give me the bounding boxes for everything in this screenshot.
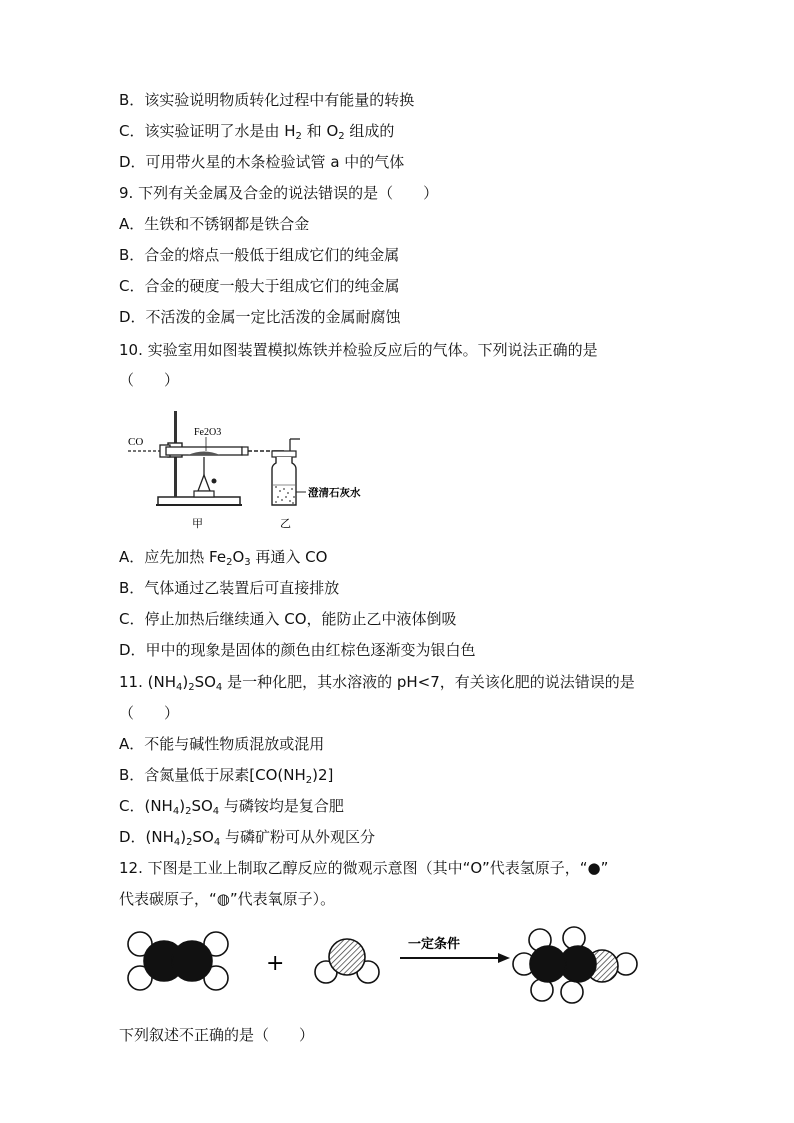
q11-stem: 11. $(NH_4)_2SO_4$ 是一种化肥，其水溶液的 pH<7，有关该化肥的说法错误的是	[119, 673, 635, 693]
co-inlet-label: CO	[128, 436, 144, 448]
q11-option-a: A．不能与碱性物质混放或混用	[119, 735, 325, 753]
q10-option-a: A．应先加热 $Fe_2O_3$ 再通入 CO	[119, 548, 328, 568]
water-molecule	[315, 939, 379, 983]
apparatus-yi-label: 乙	[280, 517, 291, 530]
oxygen-atom	[329, 939, 365, 975]
carbon-atom	[172, 941, 212, 981]
q9-option-c: C．合金的硬度一般大于组成它们的纯金属	[119, 277, 400, 295]
apparatus-jia-label: 甲	[192, 517, 203, 530]
wash-bottle	[272, 457, 296, 505]
plus-sign: +	[266, 951, 285, 976]
q10-paren: （ ）	[119, 371, 180, 389]
q11-paren: （ ）	[119, 704, 180, 722]
q11-option-c: C．$(NH_4)_2SO_4$ 与磷铵均是复合肥	[119, 797, 344, 817]
q8-option-c: C．该实验证明了水是由 $H_2$ 和 $O_2$ 组成的	[119, 122, 395, 142]
q10-option-d: D．甲中的现象是固体的颜色由红棕色逐渐变为银白色	[119, 641, 476, 659]
ethanol-reaction-diagram	[118, 922, 648, 1010]
q10-option-b: B．气体通过乙装置后可直接排放	[119, 579, 340, 597]
reaction-condition: 一定条件	[408, 937, 461, 952]
q8-option-b: B．该实验说明物质转化过程中有能量的转换	[119, 91, 415, 109]
q9-option-b: B．合金的熔点一般低于组成它们的纯金属	[119, 246, 400, 264]
q8-option-d: D．可用带火星的木条检验试管 a 中的气体	[119, 153, 405, 171]
ironmaking-apparatus-figure	[124, 405, 384, 535]
q12-stem-line2: 代表碳原子，“◍”代表氧原子）。	[119, 890, 336, 908]
alcohol-lamp	[198, 475, 210, 491]
q10-stem: 10. 实验室用如图装置模拟炼铁并检验反应后的气体。下列说法正确的是	[119, 341, 598, 359]
ethanol-molecule	[513, 927, 637, 1003]
q9-stem: 9. 下列有关金属及合金的说法错误的是（ ）	[119, 184, 439, 202]
carbon-atom	[530, 946, 566, 982]
hydrogen-atom	[561, 981, 583, 1003]
limewater-label: 澄清石灰水	[308, 487, 361, 499]
q9-option-a: A．生铁和不锈钢都是铁合金	[119, 215, 310, 233]
q10-option-c: C．停止加热后继续通入 CO，能防止乙中液体倒吸	[119, 610, 457, 628]
ethylene-molecule	[128, 932, 228, 990]
q12-question: 下列叙述不正确的是（ ）	[119, 1026, 315, 1044]
q11-option-d: D．$(NH_4)_2SO_4$ 与磷矿粉可从外观区分	[119, 828, 375, 848]
q9-option-d: D．不活泼的金属一定比活泼的金属耐腐蚀	[119, 308, 401, 326]
q12-stem-line1: 12. 下图是工业上制取乙醇反应的微观示意图（其中“O”代表氢原子，“●”	[119, 859, 609, 877]
q11-option-b: B．含氮量低于尿素$[CO(NH_2)2]$	[119, 766, 334, 786]
stand-base	[158, 497, 240, 505]
fe2o3-label: Fe2O3	[194, 427, 222, 438]
